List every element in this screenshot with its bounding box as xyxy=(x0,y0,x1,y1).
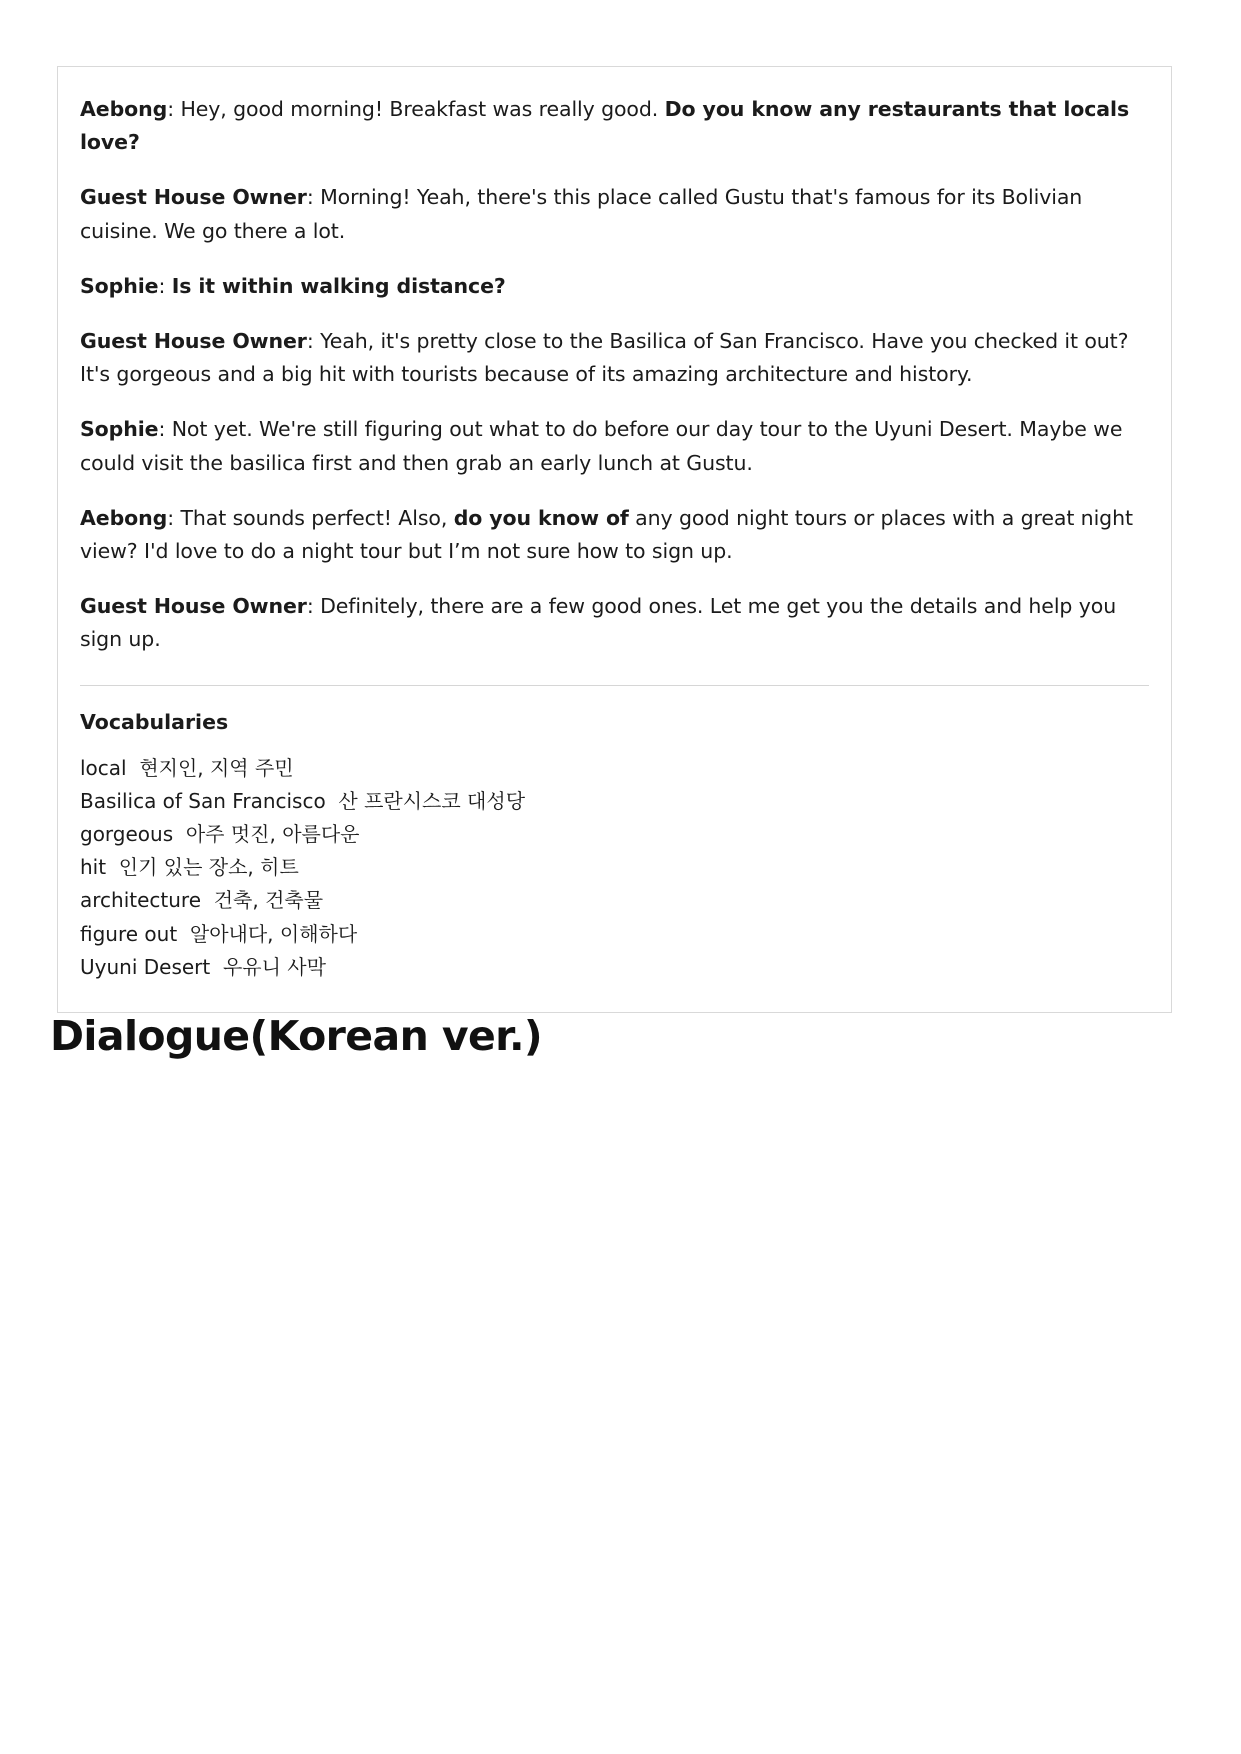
line-text-after: any good night tours or places with a great night view? I'd love to do a night tour but I’m not sure how to sign up. xyxy=(80,505,1133,564)
vocabulary-item: local 현지인, 지역 주민 xyxy=(80,755,294,780)
vocabulary-item: Basilica of San Francisco 산 프란시스코 대성당 xyxy=(80,788,526,813)
dialogue-line xyxy=(80,93,1149,159)
vocabulary-item: Uyuni Desert 우유니 사막 xyxy=(80,954,326,979)
dialogue-line xyxy=(80,590,1149,656)
page-title: Dialogue(Korean ver.) xyxy=(50,1012,543,1060)
speaker-separator: : xyxy=(167,97,181,121)
dialogue-line xyxy=(80,270,1149,303)
section-divider xyxy=(80,685,1149,686)
speaker-separator: : xyxy=(158,417,172,442)
vocabularies-list xyxy=(80,752,1149,984)
dialogue-line xyxy=(80,325,1149,391)
vocabulary-item: architecture 건축, 건축물 xyxy=(80,888,324,913)
line-text: Morning! Yeah, there's this place called Gustu that's famous for its Bolivian cuisine. We go there a lot. xyxy=(80,185,1083,243)
vocabulary-item: hit 인기 있는 장소, 히트 xyxy=(80,855,299,880)
line-emphasis: do you know of xyxy=(453,505,629,530)
speaker-separator: : xyxy=(306,185,321,210)
speaker-separator: : xyxy=(306,329,321,354)
speaker-name: Aebong xyxy=(80,97,168,121)
dialogue-line xyxy=(80,502,1149,568)
speaker-name: Guest House Owner xyxy=(80,594,307,619)
vocabularies-heading: Vocabularies xyxy=(80,709,229,734)
line-text: That sounds perfect! Also, xyxy=(180,505,454,530)
speaker-name: Guest House Owner xyxy=(80,185,307,210)
speaker-separator: : xyxy=(158,273,172,298)
dialogue-line xyxy=(80,413,1149,479)
line-text: Not yet. We're still figuring out what to do before our day tour to the Uyuni Desert. Maybe we could visit the basilica first and then grab an early lunch at Gustu. xyxy=(80,417,1123,475)
dialogue-card xyxy=(57,66,1172,1013)
line-text: Definitely, there are a few good ones. Let me get you the details and help you sign up. xyxy=(80,594,1117,652)
line-emphasis: Do you know any restaurants that locals love? xyxy=(80,97,1130,155)
speaker-name: Sophie xyxy=(80,417,159,442)
speaker-name: Aebong xyxy=(80,505,168,530)
speaker-separator: : xyxy=(167,505,181,530)
line-emphasis: Is it within walking distance? xyxy=(171,273,506,298)
vocabulary-item: figure out 알아내다, 이해하다 xyxy=(80,921,358,946)
speaker-separator: : xyxy=(306,594,321,619)
line-text: Hey, good morning! Breakfast was really good. xyxy=(180,97,665,121)
speaker-name: Sophie xyxy=(80,273,159,298)
vocabulary-item: gorgeous 아주 멋진, 아름다운 xyxy=(80,822,360,847)
line-text: Yeah, it's pretty close to the Basilica of San Francisco. Have you checked it out? It's gorgeous and a big hit with tourists because of its amazing architecture and history. xyxy=(80,329,1129,387)
speaker-name: Guest House Owner xyxy=(80,329,307,354)
dialogue-line xyxy=(80,181,1149,247)
